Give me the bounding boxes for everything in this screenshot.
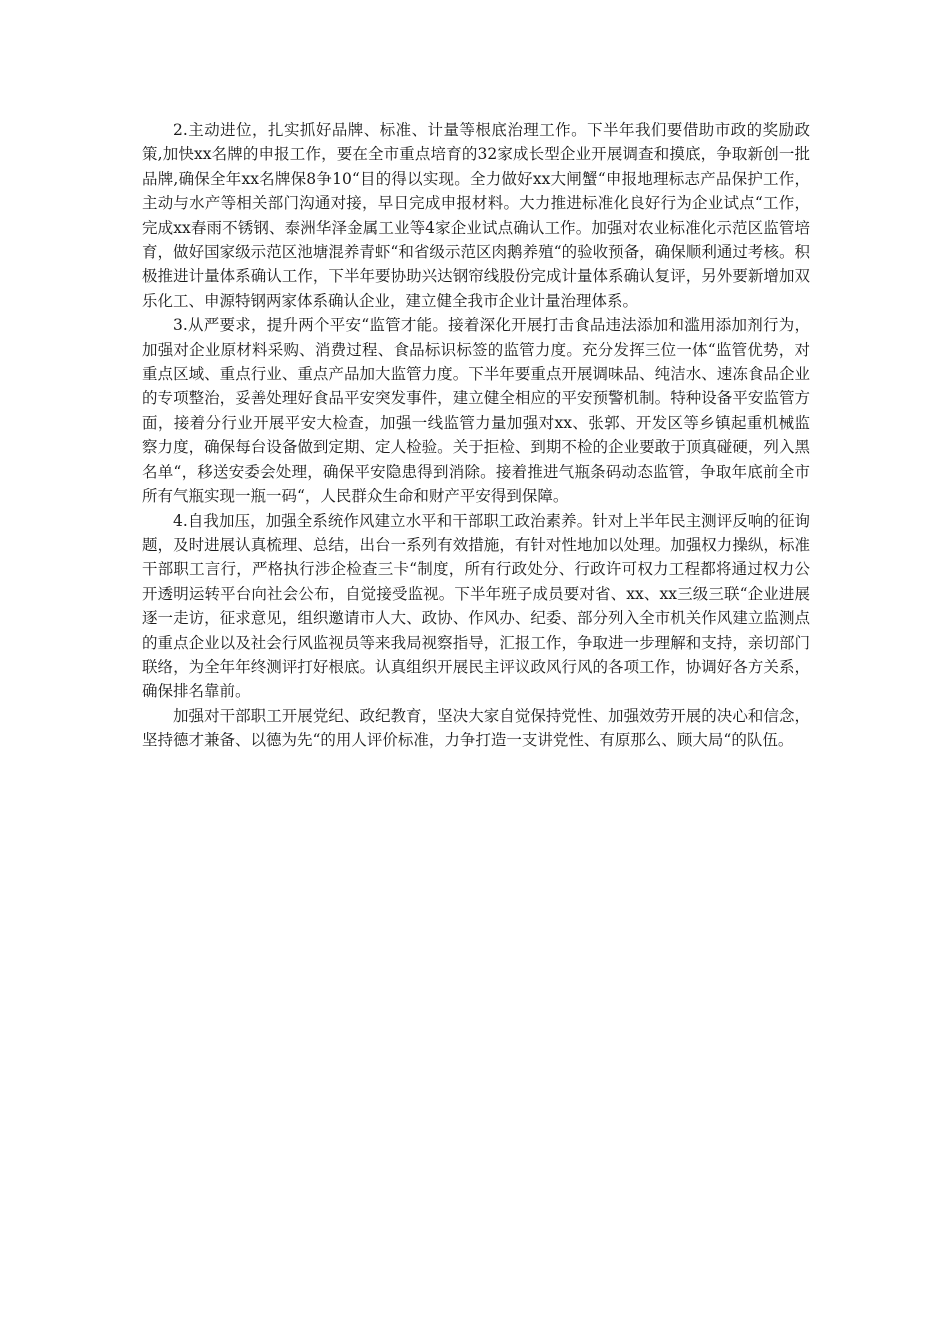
paragraph-item-2: 2.主动进位，扎实抓好品牌、标准、计量等根底治理工作。下半年我们要借助市政的奖励政策,加快xx名牌的申报工作，要在全市重点培育的32家成长型企业开展调查和摸底，争取新创一批品牌,确保全年xx名牌保8争10“目的得以实现。全力做好xx大闸蟹“申报地理标志产品保护工作，主动与水产等相关部门沟通对接，早日完成申报材料。大力推进标准化良好行为企业试点“工作，完成xx春雨不锈钢、泰洲华泽金属工业等4家企业试点确认工作。加强对农业标准化示范区监管培育，做好国家级示范区池塘混养青虾“和省级示范区肉鹅养殖“的验收预备，确保顺利通过考核。积极推进计量体系确认工作，下半年要协助兴达钢帘线股份完成计量体系确认复评，另外要新增加双乐化工、申源特钢两家体系确认企业，建立健全我市企业计量治理体系。 [142,121,810,310]
document-body [142,118,810,753]
paragraph-closing: 加强对干部职工开展党纪、政纪教育，坚决大家自觉保持党性、加强效劳开展的决心和信念，坚持德才兼备、以德为先“的用人评价标准，力争打造一支讲党性、有原那么、顾大局“的队伍。 [142,706,810,750]
paragraph-item-4: 4.自我加压，加强全系统作风建立水平和干部职工政治素养。针对上半年民主测评反响的征询题，及时进展认真梳理、总结，出台一系列有效措施，有针对性地加以处理。加强权力操纵，标准干部职工言行，严格执行涉企检查三卡“制度，所有行政处分、行政许可权力工程都将通过权力公开透明运转平台向社会公布，自觉接受监视。下半年班子成员要对省、xx、xx三级三联“企业进展逐一走访，征求意见，组织邀请市人大、政协、作风办、纪委、部分列入全市机关作风建立监测点的重点企业以及社会行风监视员等来我局视察指导，汇报工作，争取进一步理解和支持，亲切部门联络，为全年年终测评打好根底。认真组织开展民主评议政风行风的各项工作，协调好各方关系，确保排名靠前。 [142,511,810,701]
paragraph-item-3: 3.从严要求，提升两个平安“监管才能。接着深化开展打击食品违法添加和滥用添加剂行为，加强对企业原材料采购、消费过程、食品标识标签的监管力度。充分发挥三位一体“监管优势，对重点区域、重点行业、重点产品加大监管力度。下半年要重点开展调味品、纯洁水、速冻食品企业的专项整治，妥善处理好食品平安突发事件，建立健全相应的平安预警机制。特种设备平安监管方面，接着分行业开展平安大检查，加强一线监管力量加强对xx、张郭、开发区等乡镇起重机械监察力度，确保每台设备做到定期、定人检验。关于拒检、到期不检的企业要敢于顶真碰硬，列入黑名单“，移送安委会处理，确保平安隐患得到消除。接着推进气瓶条码动态监管，争取年底前全市所有气瓶实现一瓶一码“，人民群众生命和财产平安得到保障。 [142,316,810,506]
